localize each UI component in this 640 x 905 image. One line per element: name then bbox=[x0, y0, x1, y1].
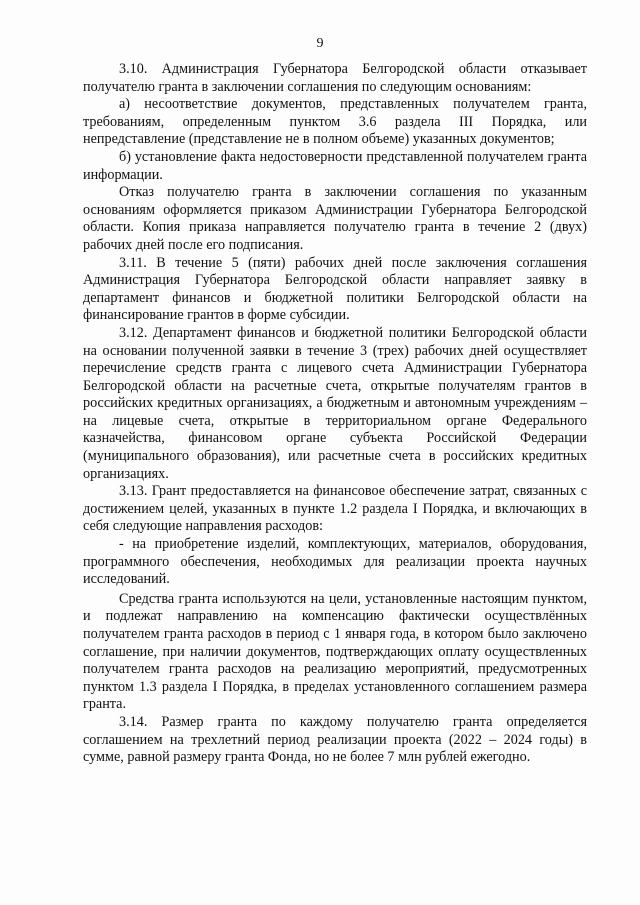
page-number: 9 bbox=[316, 36, 324, 51]
document-body bbox=[83, 61, 587, 767]
paragraph-grant-funds-usage: Средства гранта используются на цели, установленные настоящим пунктом, и подлежат направлению на компенсацию фактически осуществлённых получателем гранта расходов в период с 1 января года, в котором было заключено соглашение, при наличии документов, подтверждающих оплату осуществленных получателем гранта расходов на реализацию мероприятий, предусмотренных пунктом 1.3 раздела I Порядка, в пределах установленного соглашением размера гранта. bbox=[83, 590, 587, 713]
paragraph-3-10-a: а) несоответствие документов, представленных получателем гранта, требованиям, определенным пунктом 3.6 раздела III Порядка, или непредставление (представление не в полном объеме) указанных документов; bbox=[83, 96, 587, 148]
paragraph-3-12: 3.12. Департамент финансов и бюджетной политики Белгородской области на основании полученной заявки в течение 3 (трех) рабочих дней осуществляет перечисление средств гранта с лицевого счета Администрации Губернатора Белгородской области на расчетные счета, открытые получателям грантов в российских кредитных организациях, а бюджетным и автономным учреждениям – на лицевые счета, открытые в территориальном органе Федерального казначейства, финансовом органе субъекта Российской Федерации (муниципального образования), или расчетные счета в российских кредитных организациях. bbox=[83, 324, 587, 482]
paragraph-3-10: 3.10. Администрация Губернатора Белгородской области отказывает получателю гранта в заключении соглашения по следующим основаниям: bbox=[83, 61, 587, 95]
paragraph-refusal-order: Отказ получателю гранта в заключении соглашения по указанным основаниям оформляется приказом Администрации Губернатора Белгородской области. Копия приказа направляется получателю гранта в течение 2 (двух) рабочих дней после его подписания. bbox=[83, 184, 587, 253]
paragraph-3-11: 3.11. В течение 5 (пяти) рабочих дней после заключения соглашения Администрация Губернатора Белгородской области направляет заявку в департамент финансов и бюджетной политики Белгородской области на финансирование грантов в форме субсидии. bbox=[83, 254, 587, 324]
paragraph-3-13-item: - на приобретение изделий, комплектующих, материалов, оборудования, программного обеспечения, необходимых для реализации проекта научных исследований. bbox=[83, 536, 587, 588]
paragraph-3-13: 3.13. Грант предоставляется на финансовое обеспечение затрат, связанных с достижением целей, указанных в пункте 1.2 раздела I Порядка, и включающих в себя следующие направления расходов: bbox=[83, 483, 587, 535]
paragraph-3-10-b: б) установление факта недостоверности представленной получателем гранта информации. bbox=[83, 148, 587, 183]
paragraph-3-14: 3.14. Размер гранта по каждому получателю гранта определяется соглашением на трехлетний период реализации проекта (2022 – 2024 годы) в сумме, равной размеру гранта Фонда, но не более 7 млн рублей ежегодно. bbox=[83, 713, 587, 766]
